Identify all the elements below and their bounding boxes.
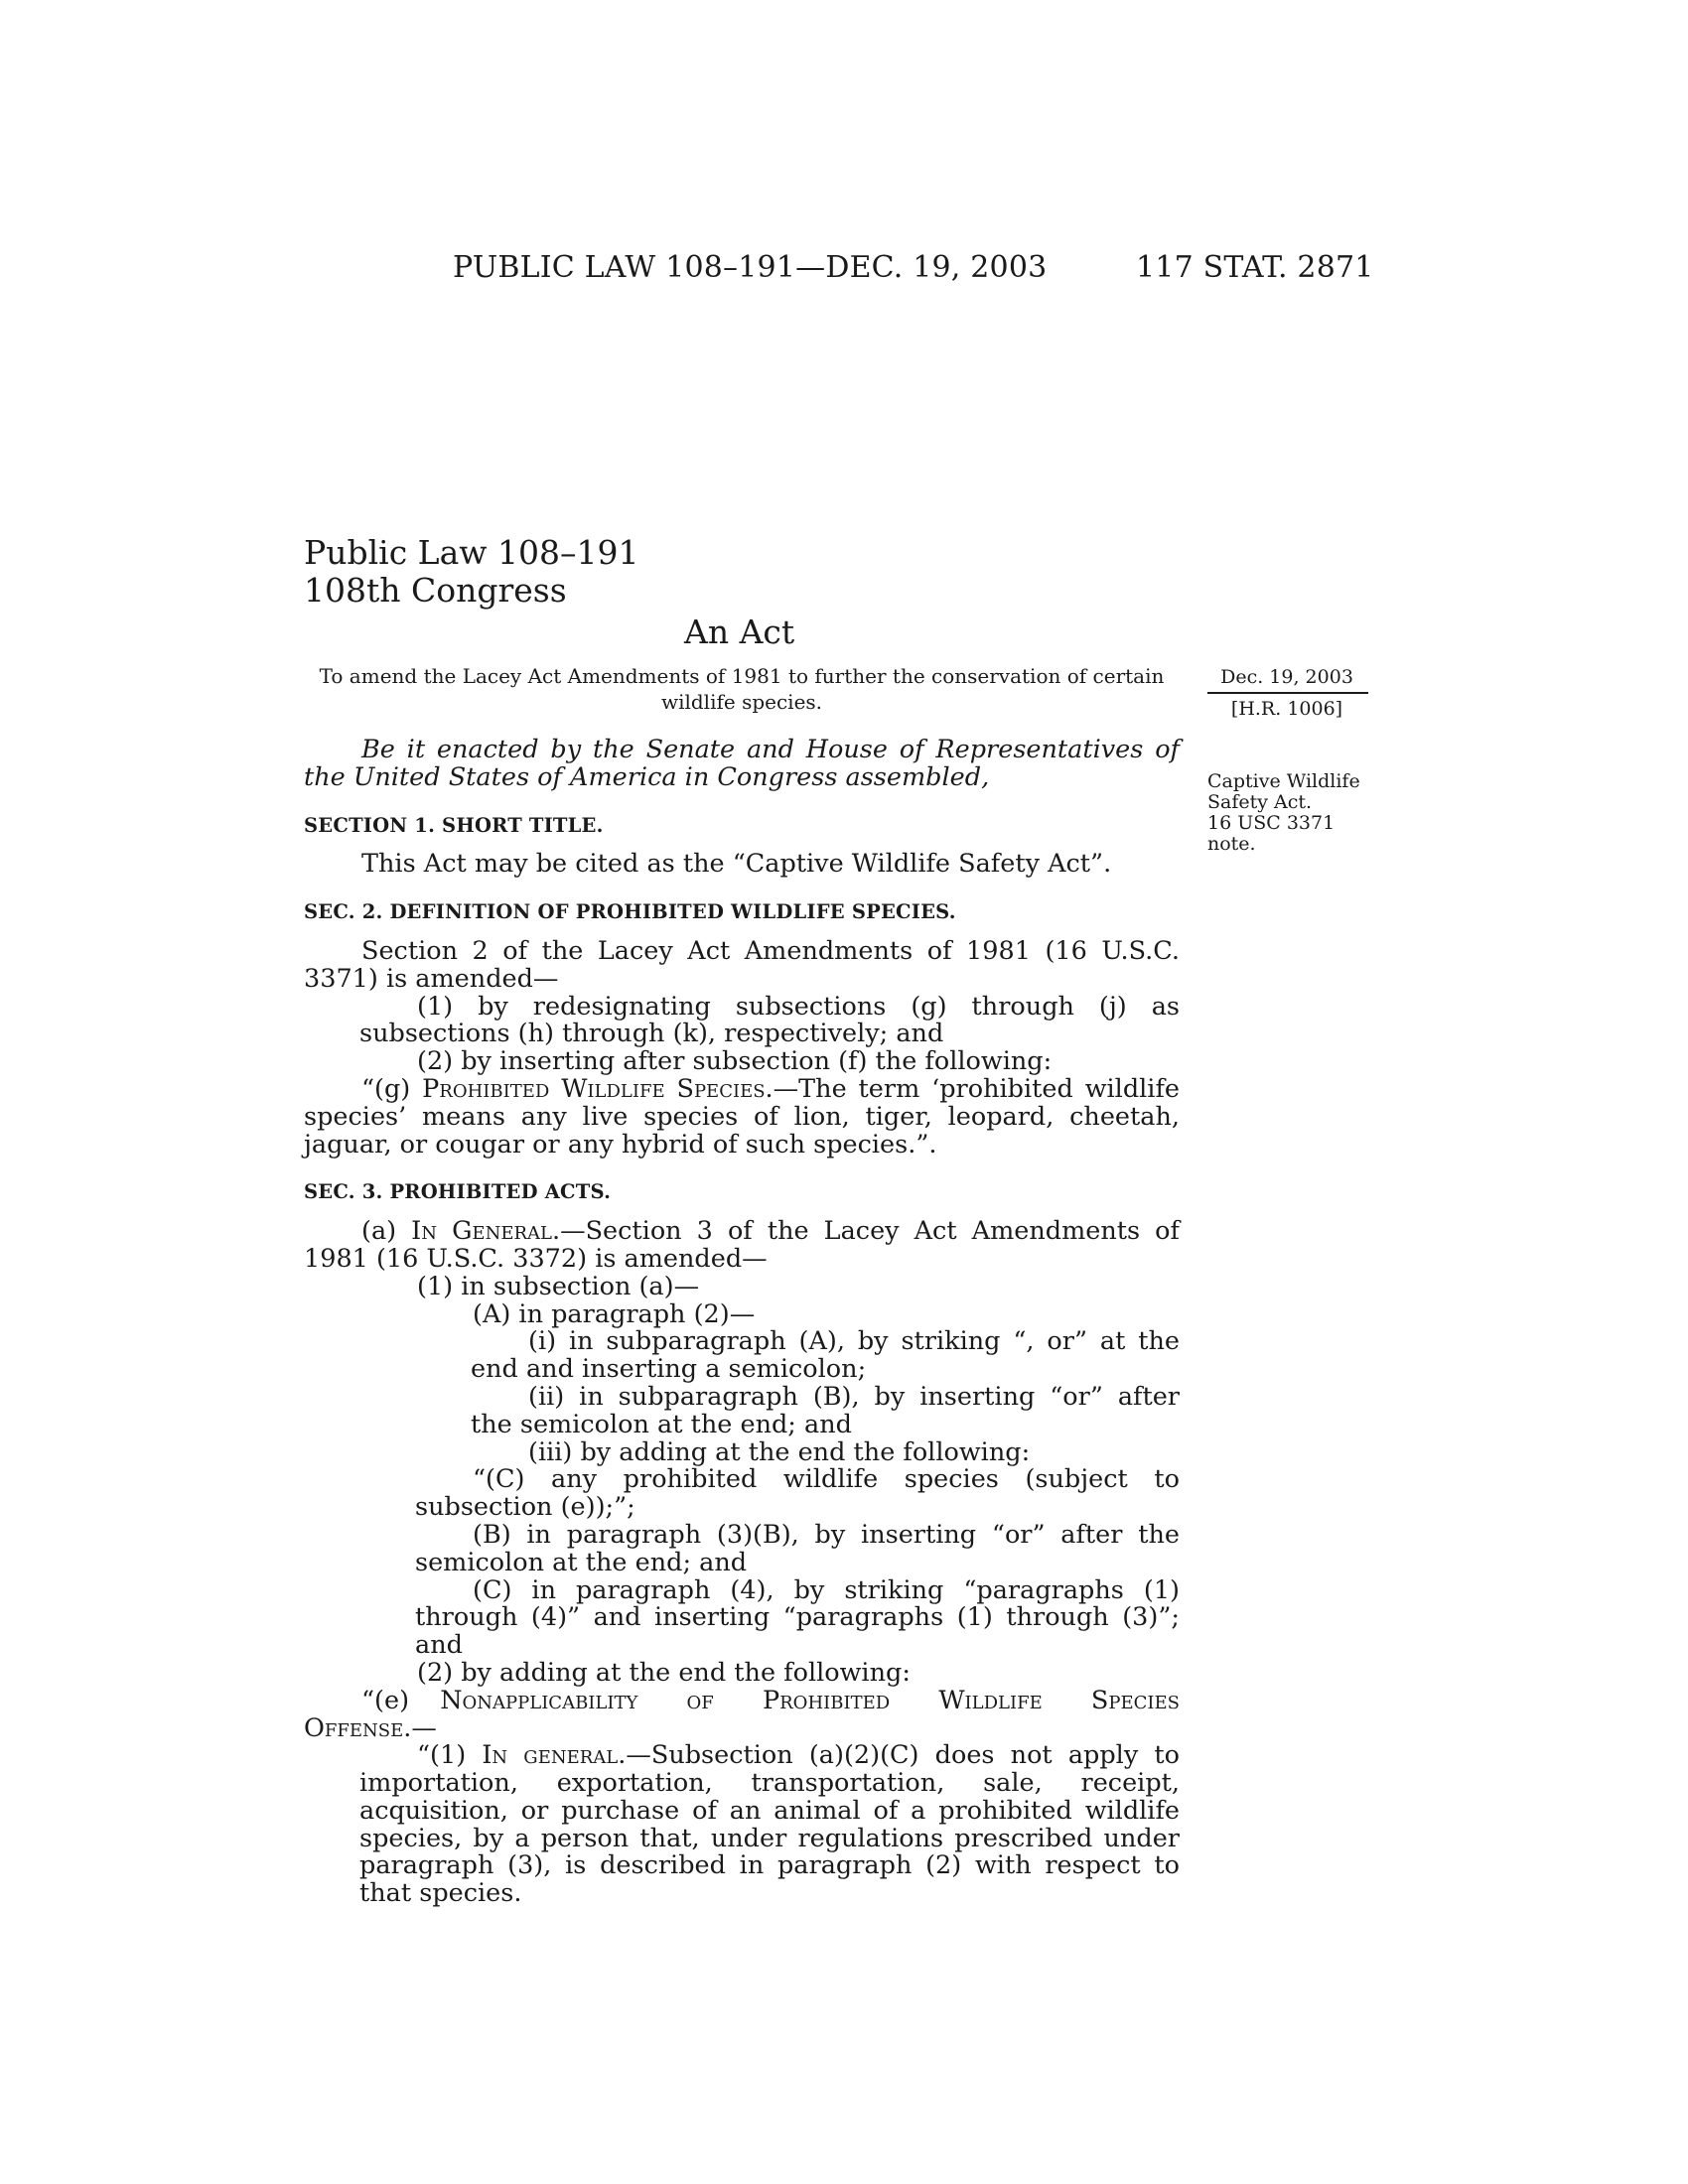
subsection-a-prefix: (a) (361, 1216, 412, 1247)
e1-heading: In general. (482, 1740, 627, 1771)
section-3-subsection-a (304, 1218, 1180, 1274)
act-title: An Act (684, 613, 795, 651)
section-1-heading: SECTION 1. SHORT TITLE. (304, 813, 604, 837)
running-head-right: 117 STAT. 2871 (1136, 250, 1374, 285)
section-3-paragraph-1: (1) in subsection (a)— (417, 1271, 700, 1301)
subsection-g-heading: Prohibited Wildlife Species. (422, 1073, 774, 1104)
purpose-line-2: wildlife species. (660, 690, 823, 714)
subsection-g-prefix: “(g) (361, 1073, 423, 1104)
section-3-clause-ii: (ii) in subparagraph (B), by inserting “or” after the semicolon at the end; and (471, 1381, 1180, 1439)
e1-text: —Subsection (a)(2)(C) does not apply to importation, exportation, transportation, sale, receipt, acquisition, or purchase of an animal of a prohibited wildlife species, by a person that, under regulations prescribed under paragraph (3), is described in paragraph (2) with respect to that species. (359, 1740, 1181, 1909)
subsection-a-heading: In General. (411, 1216, 561, 1247)
section-2-paragraph-2: (2) by inserting after subsection (f) the following: (417, 1046, 1053, 1077)
section-1-text: This Act may be cited as the “Captive Wildlife Safety Act”. (361, 849, 1112, 880)
margin-short-title-note (1207, 771, 1376, 855)
subsection-e-dash: — (411, 1712, 437, 1743)
section-3-clause-i: (i) in subparagraph (A), by striking “, or” at the end and inserting a semicolon; (471, 1326, 1180, 1385)
margin-short-title-line-1: Captive Wildlife (1207, 770, 1360, 792)
section-2-paragraph-1: (1) by redesignating subsections (g) through (j) as subsections (h) through (k), respectively; and (359, 991, 1180, 1049)
e1-prefix: “(1) (417, 1740, 483, 1771)
enacting-clause: Be it enacted by the Senate and House of Representatives of the United States of America in Congress assembled, (304, 735, 1180, 792)
act-body (304, 737, 1180, 1908)
subsection-e-prefix: “(e) (361, 1685, 441, 1715)
section-3-subparagraph-B: (B) in paragraph (3)(B), by inserting “or” after the semicolon at the end; and (415, 1519, 1180, 1577)
margin-date: Dec. 19, 2003 (1220, 666, 1353, 688)
congress-number: 108th Congress (304, 571, 567, 610)
section-3-paragraph-2: (2) by adding at the end the following: (417, 1657, 911, 1688)
section-3-subsection-e-paragraph-1 (304, 1742, 1180, 1908)
margin-short-title-line-2: Safety Act. (1207, 791, 1313, 813)
margin-usc-line-1: 16 USC 3371 (1207, 812, 1336, 834)
subsection-e-heading: Nonapplicability of Prohibited Wildlife Species Offense. (304, 1685, 1180, 1743)
margin-usc-line-2: note. (1207, 833, 1256, 855)
section-2-intro: Section 2 of the Lacey Act Amendments of 1981 (16 U.S.C. 3371) is amended— (304, 935, 1180, 994)
section-3-clause-iii: (iii) by adding at the end the following: (528, 1436, 1031, 1467)
purpose-line-1: To amend the Lacey Act Amendments of 1981 to further the conservation of certain (319, 664, 1165, 688)
section-2-subsection-g (304, 1073, 1180, 1160)
purpose-clause (304, 663, 1180, 715)
section-3-subsection-e (304, 1685, 1180, 1743)
section-3-subparagraph-C: (C) in paragraph (4), by striking “paragraphs (1) through (4)” and inserting “paragraphs (1) through (3)”; and (415, 1574, 1180, 1661)
margin-rule (1207, 692, 1368, 694)
margin-bill-number: [H.R. 1006] (1230, 698, 1343, 720)
section-3-subparagraph-A: (A) in paragraph (2)— (473, 1298, 756, 1329)
section-2-heading: SEC. 2. DEFINITION OF PROHIBITED WILDLIFE SPECIES. (304, 900, 956, 924)
section-3-heading: SEC. 3. PROHIBITED ACTS. (304, 1180, 612, 1204)
running-head-left: PUBLIC LAW 108–191—DEC. 19, 2003 (453, 250, 1048, 285)
subsection-a-text: —Section 3 of the Lacey Act Amendments of 1981 (16 U.S.C. 3372) is amended— (304, 1216, 1180, 1274)
law-number: Public Law 108–191 (304, 533, 639, 572)
subsection-g-text: —The term ‘prohibited wildlife species’ means any live species of lion, tiger, leopard, cheetah, jaguar, or cougar or any hybrid of such species.”. (304, 1073, 1180, 1160)
section-3-quoted-C: “(C) any prohibited wildlife species (subject to subsection (e));”; (415, 1464, 1180, 1523)
